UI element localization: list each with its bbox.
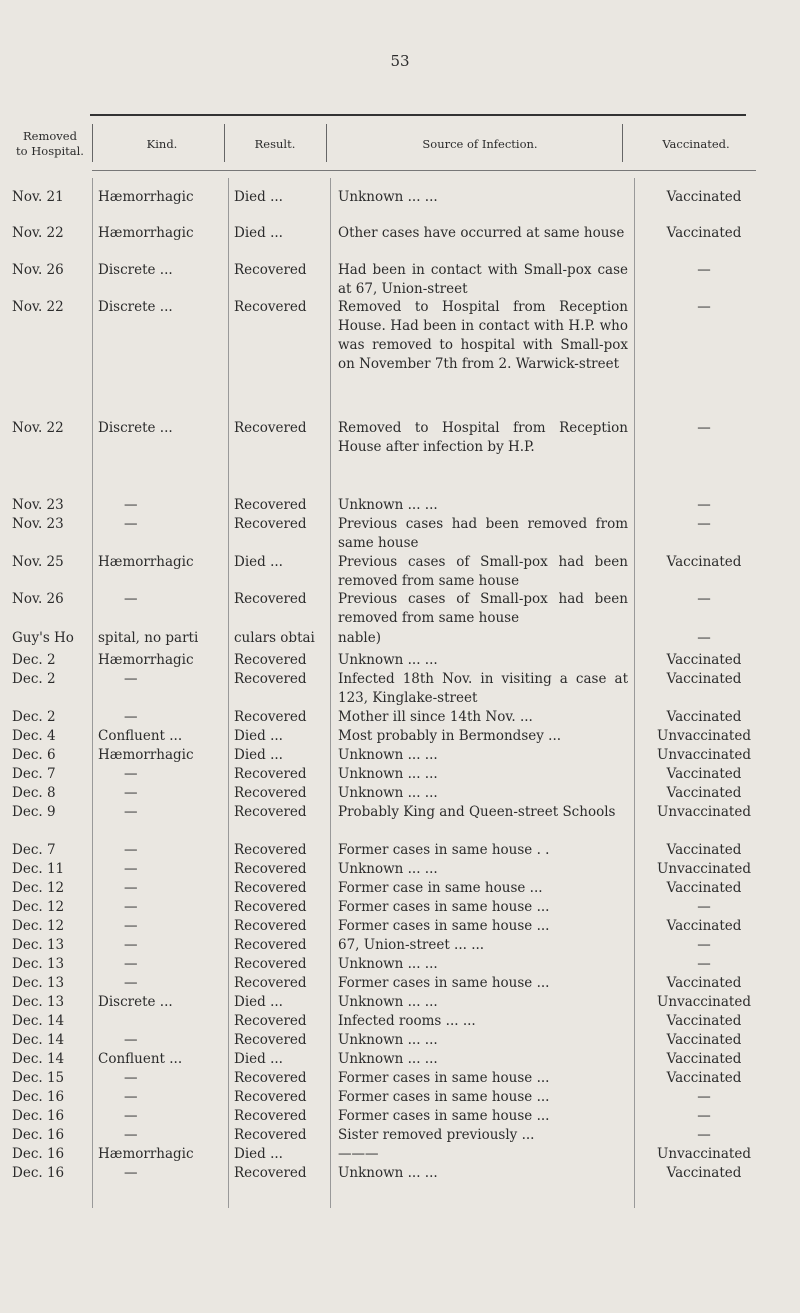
cell-result: Recovered <box>234 652 307 668</box>
cell-vaccinated: — <box>697 1089 711 1105</box>
cell-kind: spital, no parti <box>98 630 199 646</box>
cell-source-of-infection: 67, Union-street ... ... <box>338 937 485 953</box>
cell-vaccinated: Unvaccinated <box>657 747 751 763</box>
column-line-4 <box>634 178 635 1208</box>
cell-vaccinated: Vaccinated <box>666 785 742 801</box>
cell-source-of-infection: Removed to Hospital from Reception House. Had been in contact with H.P. who was removed to hospital with Small-pox on November 7th from 2. Warwick-street <box>338 299 628 372</box>
header-separator-4 <box>622 124 623 162</box>
cell-source-of-infection: Unknown ... ... <box>338 956 438 972</box>
cell-removed-date: Nov. 23 <box>12 516 64 532</box>
cell-removed-date: Dec. 8 <box>12 785 56 801</box>
header-kind: Kind. <box>146 136 178 151</box>
cell-source-of-infection: Most probably in Bermondsey ... <box>338 728 562 744</box>
cell-vaccinated: — <box>697 516 711 532</box>
cell-result: Recovered <box>234 918 307 934</box>
cell-source-of-infection: ——— <box>338 1146 379 1162</box>
cell-result: Recovered <box>234 804 307 820</box>
header-separator-2 <box>224 124 225 162</box>
cell-result: Recovered <box>234 1013 307 1029</box>
cell-removed-date: Nov. 26 <box>12 262 64 278</box>
cell-result: Recovered <box>234 420 307 436</box>
cell-kind: Hæmorrhagic <box>98 225 194 241</box>
cell-result: Recovered <box>234 899 307 915</box>
cell-source-of-infection: Unknown ... ... <box>338 1165 438 1181</box>
cell-source-of-infection: Unknown ... ... <box>338 1032 438 1048</box>
cell-kind: Discrete ... <box>98 420 173 436</box>
cell-vaccinated: Vaccinated <box>666 652 742 668</box>
cell-kind: Discrete ... <box>98 299 173 315</box>
cell-removed-date: Dec. 4 <box>12 728 56 744</box>
cell-kind: — <box>124 880 138 896</box>
cell-vaccinated: — <box>697 497 711 513</box>
cell-removed-date: Dec. 7 <box>12 842 56 858</box>
cell-removed-date: Dec. 12 <box>12 899 65 915</box>
cell-kind: — <box>124 1089 138 1105</box>
cell-source-of-infection: Unknown ... ... <box>338 861 438 877</box>
cell-source-of-infection: Former cases in same house ... <box>338 1089 550 1105</box>
cell-result: culars obtai <box>234 630 315 646</box>
cell-result: Died ... <box>234 994 283 1010</box>
cell-kind: — <box>124 1108 138 1124</box>
cell-kind: — <box>124 1032 138 1048</box>
cell-source-of-infection: Removed to Hospital from Reception House after infection by H.P. <box>338 420 628 455</box>
cell-source-of-infection: Infected 18th Nov. in visiting a case at 123, Kinglake-street <box>338 671 628 706</box>
header-removed-line2: to Hospital. <box>16 144 84 158</box>
cell-vaccinated: Vaccinated <box>666 189 742 205</box>
cell-source-of-infection: Former cases in same house ... <box>338 899 550 915</box>
cell-kind: — <box>124 956 138 972</box>
cell-vaccinated: Unvaccinated <box>657 994 751 1010</box>
cell-removed-date: Dec. 2 <box>12 709 56 725</box>
cell-removed-date: Dec. 16 <box>12 1165 65 1181</box>
cell-removed-date: Nov. 22 <box>12 225 64 241</box>
cell-kind: — <box>124 975 138 991</box>
cell-source-of-infection: Unknown ... ... <box>338 994 438 1010</box>
cell-kind: Hæmorrhagic <box>98 1146 194 1162</box>
cell-kind: — <box>124 1165 138 1181</box>
cell-result: Recovered <box>234 956 307 972</box>
cell-source-of-infection: Sister removed previously ... <box>338 1127 535 1143</box>
cell-removed-date: Dec. 16 <box>12 1127 65 1143</box>
cell-kind: Hæmorrhagic <box>98 554 194 570</box>
cell-removed-date: Dec. 12 <box>12 918 65 934</box>
header-vaccinated: Vaccinated. <box>662 136 730 151</box>
cell-removed-date: Guy's Ho <box>12 630 74 646</box>
cell-result: Recovered <box>234 937 307 953</box>
cell-kind: Hæmorrhagic <box>98 189 194 205</box>
header-rule <box>92 170 756 171</box>
cell-removed-date: Dec. 16 <box>12 1146 65 1162</box>
cell-source-of-infection: Unknown ... ... <box>338 652 438 668</box>
cell-vaccinated: Vaccinated <box>666 842 742 858</box>
cell-vaccinated: Vaccinated <box>666 1165 742 1181</box>
cell-vaccinated: — <box>697 630 711 646</box>
cell-kind: — <box>124 497 138 513</box>
cell-kind: — <box>124 937 138 953</box>
cell-result: Recovered <box>234 516 307 532</box>
cell-vaccinated: — <box>697 591 711 607</box>
cell-result: Recovered <box>234 842 307 858</box>
cell-result: Died ... <box>234 1146 283 1162</box>
cell-removed-date: Nov. 22 <box>12 420 64 436</box>
cell-source-of-infection: Previous cases of Small-pox had been removed from same house <box>338 554 628 589</box>
cell-result: Recovered <box>234 1108 307 1124</box>
cell-vaccinated: Vaccinated <box>666 671 742 687</box>
cell-result: Died ... <box>234 189 283 205</box>
cell-vaccinated: Vaccinated <box>666 1032 742 1048</box>
cell-vaccinated: — <box>697 1127 711 1143</box>
cell-removed-date: Dec. 6 <box>12 747 56 763</box>
cell-source-of-infection: Unknown ... ... <box>338 497 438 513</box>
page-number: 53 <box>390 52 410 70</box>
cell-removed-date: Dec. 12 <box>12 880 65 896</box>
cell-result: Recovered <box>234 591 307 607</box>
cell-kind: — <box>124 804 138 820</box>
cell-result: Recovered <box>234 785 307 801</box>
cell-vaccinated: Unvaccinated <box>657 804 751 820</box>
cell-vaccinated: Vaccinated <box>666 225 742 241</box>
cell-removed-date: Nov. 23 <box>12 497 64 513</box>
cell-result: Died ... <box>234 747 283 763</box>
cell-removed-date: Nov. 25 <box>12 554 64 570</box>
cell-kind: Discrete ... <box>98 994 173 1010</box>
cell-removed-date: Dec. 2 <box>12 652 56 668</box>
cell-vaccinated: — <box>697 956 711 972</box>
header-removed-line1: Removed <box>23 129 77 143</box>
column-line-3 <box>330 178 331 1208</box>
cell-removed-date: Dec. 13 <box>12 994 65 1010</box>
cell-kind: — <box>124 1070 138 1086</box>
cell-vaccinated: Vaccinated <box>666 1013 742 1029</box>
cell-removed-date: Nov. 26 <box>12 591 64 607</box>
cell-source-of-infection: nable) <box>338 630 381 646</box>
cell-removed-date: Dec. 14 <box>12 1051 65 1067</box>
cell-source-of-infection: Unknown ... ... <box>338 1051 438 1067</box>
cell-kind: Hæmorrhagic <box>98 747 194 763</box>
cell-removed-date: Dec. 16 <box>12 1089 65 1105</box>
cell-result: Recovered <box>234 1165 307 1181</box>
cell-result: Recovered <box>234 861 307 877</box>
cell-result: Died ... <box>234 1051 283 1067</box>
cell-kind: — <box>124 516 138 532</box>
cell-removed-date: Dec. 7 <box>12 766 56 782</box>
cell-removed-date: Dec. 16 <box>12 1108 65 1124</box>
cell-source-of-infection: Former cases in same house . . <box>338 842 550 858</box>
cell-kind: Discrete ... <box>98 262 173 278</box>
cell-source-of-infection: Other cases have occurred at same house <box>338 225 625 241</box>
cell-source-of-infection: Former case in same house ... <box>338 880 543 896</box>
cell-vaccinated: — <box>697 1108 711 1124</box>
cell-result: Recovered <box>234 262 307 278</box>
header-separator-3 <box>326 124 327 162</box>
header-source: Source of Infection. <box>422 136 538 151</box>
cell-result: Recovered <box>234 1127 307 1143</box>
cell-kind: — <box>124 1127 138 1143</box>
cell-kind: — <box>124 918 138 934</box>
cell-vaccinated: Unvaccinated <box>657 728 751 744</box>
cell-result: Died ... <box>234 728 283 744</box>
cell-source-of-infection: Former cases in same house ... <box>338 1070 550 1086</box>
cell-vaccinated: Vaccinated <box>666 880 742 896</box>
cell-result: Recovered <box>234 766 307 782</box>
cell-result: Died ... <box>234 225 283 241</box>
header-removed-cell <box>6 124 94 164</box>
cell-source-of-infection: Previous cases of Small-pox had been removed from same house <box>338 591 628 626</box>
cell-source-of-infection: Unknown ... ... <box>338 747 438 763</box>
cell-kind: — <box>124 861 138 877</box>
cell-kind: Hæmorrhagic <box>98 652 194 668</box>
top-rule <box>90 114 746 116</box>
cell-kind: Confluent ... <box>98 728 183 744</box>
cell-removed-date: Dec. 9 <box>12 804 56 820</box>
cell-result: Recovered <box>234 299 307 315</box>
cell-result: Recovered <box>234 1032 307 1048</box>
cell-kind: — <box>124 766 138 782</box>
cell-source-of-infection: Probably King and Queen-street Schools <box>338 804 616 820</box>
cell-removed-date: Dec. 13 <box>12 937 65 953</box>
cell-result: Died ... <box>234 554 283 570</box>
cell-result: Recovered <box>234 1070 307 1086</box>
cell-kind: — <box>124 899 138 915</box>
cell-kind: — <box>124 709 138 725</box>
cell-vaccinated: — <box>697 420 711 436</box>
cell-source-of-infection: Had been in contact with Small-pox case at 67, Union-street <box>338 262 628 297</box>
cell-result: Recovered <box>234 975 307 991</box>
cell-vaccinated: Vaccinated <box>666 554 742 570</box>
cell-removed-date: Dec. 13 <box>12 956 65 972</box>
cell-removed-date: Dec. 11 <box>12 861 65 877</box>
cell-source-of-infection: Former cases in same house ... <box>338 975 550 991</box>
cell-vaccinated: Unvaccinated <box>657 861 751 877</box>
cell-kind: — <box>124 785 138 801</box>
cell-vaccinated: — <box>697 899 711 915</box>
cell-source-of-infection: Infected rooms ... ... <box>338 1013 476 1029</box>
cell-kind: — <box>124 842 138 858</box>
cell-vaccinated: Vaccinated <box>666 1051 742 1067</box>
cell-kind: — <box>124 591 138 607</box>
cell-kind: — <box>124 671 138 687</box>
cell-kind: Confluent ... <box>98 1051 183 1067</box>
cell-result: Recovered <box>234 709 307 725</box>
cell-source-of-infection: Former cases in same house ... <box>338 1108 550 1124</box>
cell-result: Recovered <box>234 671 307 687</box>
cell-source-of-infection: Former cases in same house ... <box>338 918 550 934</box>
cell-source-of-infection: Mother ill since 14th Nov. ... <box>338 709 533 725</box>
cell-source-of-infection: Previous cases had been removed from same house <box>338 516 628 551</box>
cell-removed-date: Nov. 21 <box>12 189 64 205</box>
cell-removed-date: Dec. 14 <box>12 1013 65 1029</box>
cell-vaccinated: Vaccinated <box>666 766 742 782</box>
cell-vaccinated: — <box>697 937 711 953</box>
cell-removed-date: Nov. 22 <box>12 299 64 315</box>
cell-removed-date: Dec. 15 <box>12 1070 65 1086</box>
cell-removed-date: Dec. 13 <box>12 975 65 991</box>
cell-vaccinated: — <box>697 262 711 278</box>
cell-vaccinated: — <box>697 299 711 315</box>
cell-vaccinated: Vaccinated <box>666 918 742 934</box>
cell-source-of-infection: Unknown ... ... <box>338 766 438 782</box>
cell-vaccinated: Unvaccinated <box>657 1146 751 1162</box>
column-line-2 <box>228 178 229 1208</box>
header-separator-1 <box>92 124 93 162</box>
cell-result: Recovered <box>234 1089 307 1105</box>
cell-source-of-infection: Unknown ... ... <box>338 189 438 205</box>
cell-vaccinated: Vaccinated <box>666 975 742 991</box>
cell-vaccinated: Vaccinated <box>666 1070 742 1086</box>
cell-removed-date: Dec. 2 <box>12 671 56 687</box>
cell-result: Recovered <box>234 497 307 513</box>
cell-removed-date: Dec. 14 <box>12 1032 65 1048</box>
header-result: Result. <box>254 136 296 151</box>
cell-vaccinated: Vaccinated <box>666 709 742 725</box>
cell-result: Recovered <box>234 880 307 896</box>
cell-source-of-infection: Unknown ... ... <box>338 785 438 801</box>
